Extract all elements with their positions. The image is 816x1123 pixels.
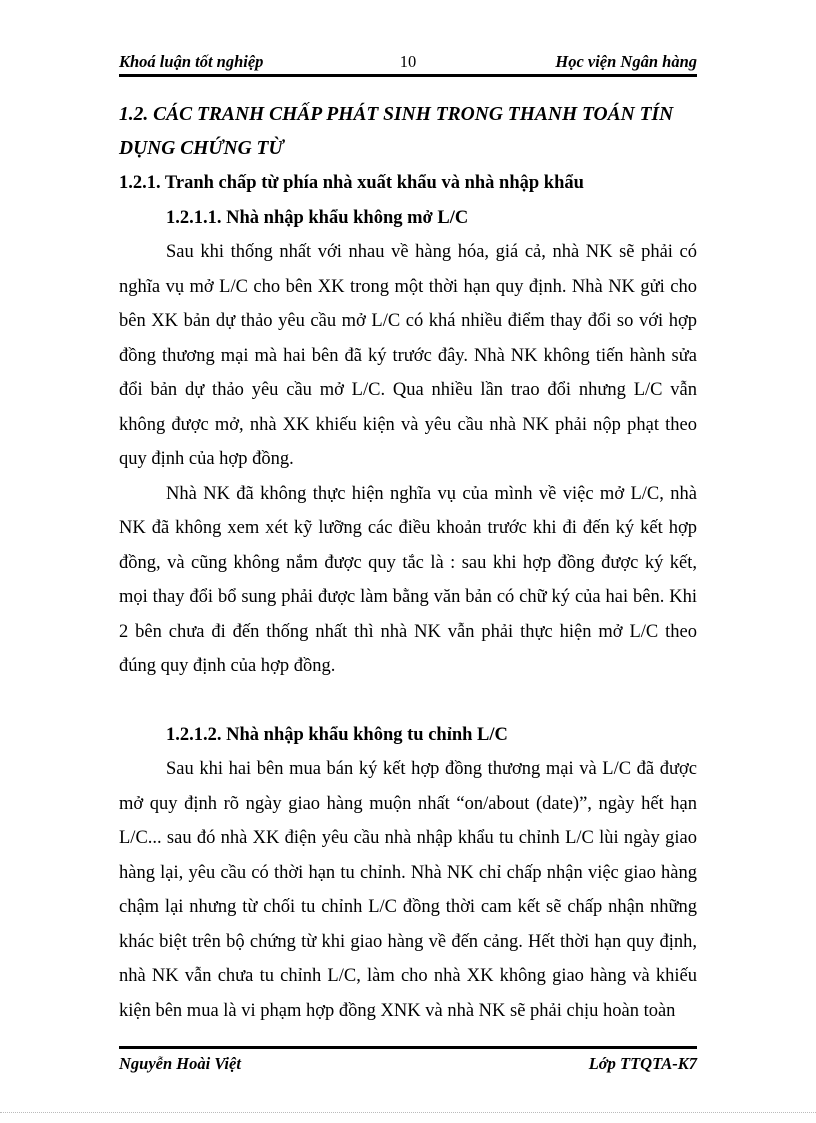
- header-divider: [119, 74, 697, 77]
- spacer: [119, 684, 697, 718]
- page-edge-divider: [0, 1112, 816, 1113]
- paragraph: Sau khi thống nhất với nhau về hàng hóa, giá cả, nhà NK sẽ phải có nghĩa vụ mở L/C cho bên XK trong một thời hạn quy định. Nhà NK gửi cho bên XK bản dự thảo yêu cầu mở L/C có khá nhiều điểm thay đổi so với hợp đồng thương mại mà hai bên đã ký trước đây. Nhà NK không tiến hành sửa đổi bản dự thảo yêu cầu mở L/C. Qua nhiều lần trao đổi nhưng L/C vẫn không được mở, nhà XK khiếu kiện và yêu cầu nhà NK phải nộp phạt theo quy định của hợp đồng.: [119, 242, 697, 469]
- paragraph: Sau khi hai bên mua bán ký kết hợp đồng thương mại và L/C đã được mở quy định rõ ngày giao hàng muộn nhất “on/about (date)”, ngày hết hạn L/C... sau đó nhà XK điện yêu cầu nhà nhập khẩu tu chỉnh L/C lùi ngày giao hàng lại, yêu cầu có thời hạn tu chỉnh. Nhà NK chỉ chấp nhận việc giao hàng chậm lại nhưng từ chối tu chỉnh L/C đồng thời cam kết sẽ chấp nhận những khác biệt trên bộ chứng từ khi giao hàng về đến cảng. Hết thời hạn quy định, nhà NK vẫn chưa tu chỉnh L/C, làm cho nhà XK không giao hàng và khiếu kiện bên mua là vi phạm hợp đồng XNK và nhà NK sẽ phải chịu hoàn toàn: [119, 759, 697, 1021]
- page-number: 10: [399, 52, 417, 71]
- page-body: [119, 98, 697, 1028]
- section-title: 1.2. CÁC TRANH CHẤP PHÁT SINH TRONG THANH TOÁN TÍN DỤNG CHỨNG TỪ: [119, 104, 674, 159]
- header-institution: Học viện Ngân hàng: [555, 52, 697, 71]
- item2-heading: 1.2.1.2. Nhà nhập khẩu không tu chỉnh L/C: [166, 724, 508, 745]
- paragraph: Nhà NK đã không thực hiện nghĩa vụ của mình về việc mở L/C, nhà NK đã không xem xét kỹ lưỡng các điều khoản trước khi đi đến ký kết hợp đồng, và cũng không nắm được quy tắc là : sau khi hợp đồng được ký kết, mọi thay đổi bổ sung phải được làm bằng văn bản có chữ ký của hai bên. Khi 2 bên chưa đi đến thống nhất thì nhà NK vẫn phải thực hiện mở L/C theo đúng quy định của hợp đồng.: [119, 483, 697, 676]
- item1-heading: 1.2.1.1. Nhà nhập khẩu không mở L/C: [166, 207, 469, 228]
- footer-class: Lớp TTQTA-K7: [588, 1054, 697, 1073]
- subsection-heading: 1.2.1. Tranh chấp từ phía nhà xuất khẩu và nhà nhập khẩu: [119, 173, 584, 193]
- footer-author: Nguyễn Hoài Việt: [119, 1054, 241, 1073]
- footer-divider: [119, 1046, 697, 1049]
- page-footer: [119, 1054, 697, 1078]
- page-header: [119, 50, 697, 74]
- header-thesis-label: Khoá luận tốt nghiệp: [119, 52, 264, 71]
